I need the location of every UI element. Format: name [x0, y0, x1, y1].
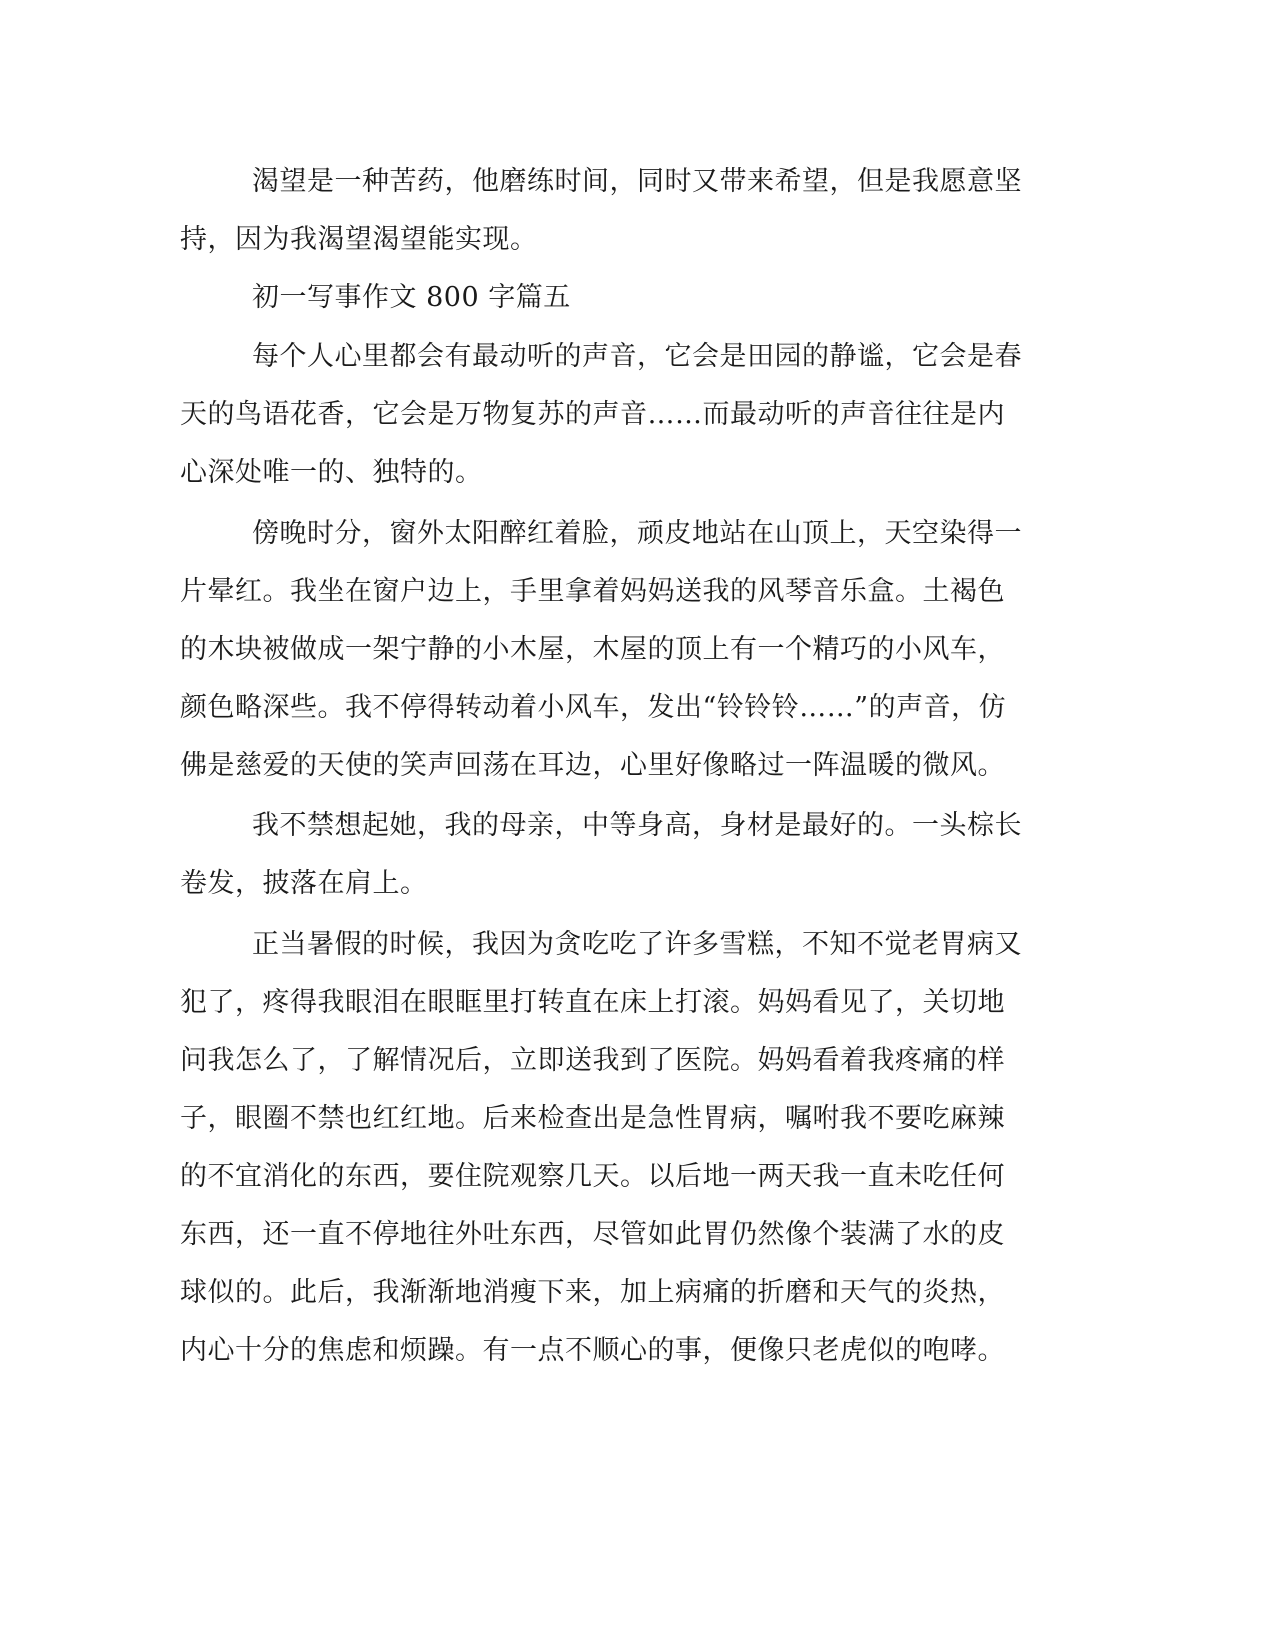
text-line: 心深处唯一的、独特的。: [180, 457, 483, 488]
section-heading: 初一写事作文 800 字篇五: [252, 282, 571, 313]
text-line: 东西，还一直不停地往外吐东西，尽管如此胃仍然像个装满了水的皮: [180, 1219, 1005, 1250]
text-line: 天的鸟语花香，它会是万物复苏的声音……而最动听的声音往往是内: [180, 399, 1005, 430]
text-line: 正当暑假的时候，我因为贪吃吃了许多雪糕，不知不觉老胃病又: [252, 929, 1022, 960]
text-line: 傍晚时分，窗外太阳醉红着脸，顽皮地站在山顶上，天空染得一: [252, 518, 1022, 549]
text-line: 球似的。此后，我渐渐地消瘦下来，加上病痛的折磨和天气的炎热，: [180, 1277, 1005, 1308]
text-line: 每个人心里都会有最动听的声音，它会是田园的静谧，它会是春: [252, 341, 1022, 372]
text-line: 渴望是一种苦药，他磨练时间，同时又带来希望，但是我愿意坚: [252, 166, 1022, 197]
text-line: 子，眼圈不禁也红红地。后来检查出是急性胃病，嘱咐我不要吃麻辣: [180, 1103, 1005, 1134]
text-line: 持，因为我渴望渴望能实现。: [180, 224, 538, 255]
text-line: 颜色略深些。我不停得转动着小风车，发出“铃铃铃……”的声音，仿: [180, 692, 1007, 723]
text-line: 的木块被做成一架宁静的小木屋，木屋的顶上有一个精巧的小风车，: [180, 634, 1005, 665]
text-line: 卷发，披落在肩上。: [180, 868, 428, 899]
text-line: 问我怎么了，了解情况后，立即送我到了医院。妈妈看着我疼痛的样: [180, 1045, 1005, 1076]
text-line: 片晕红。我坐在窗户边上，手里拿着妈妈送我的风琴音乐盒。土褐色: [180, 576, 1005, 607]
text-line: 犯了，疼得我眼泪在眼眶里打转直在床上打滚。妈妈看见了，关切地: [180, 987, 1005, 1018]
text-line: 内心十分的焦虑和烦躁。有一点不顺心的事，便像只老虎似的咆哮。: [180, 1335, 1005, 1366]
text-line: 我不禁想起她，我的母亲，中等身高，身材是最好的。一头棕长: [252, 810, 1022, 841]
text-line: 的不宜消化的东西，要住院观察几天。以后地一两天我一直未吃任何: [180, 1161, 1005, 1192]
text-line: 佛是慈爱的天使的笑声回荡在耳边，心里好像略过一阵温暖的微风。: [180, 750, 1005, 781]
